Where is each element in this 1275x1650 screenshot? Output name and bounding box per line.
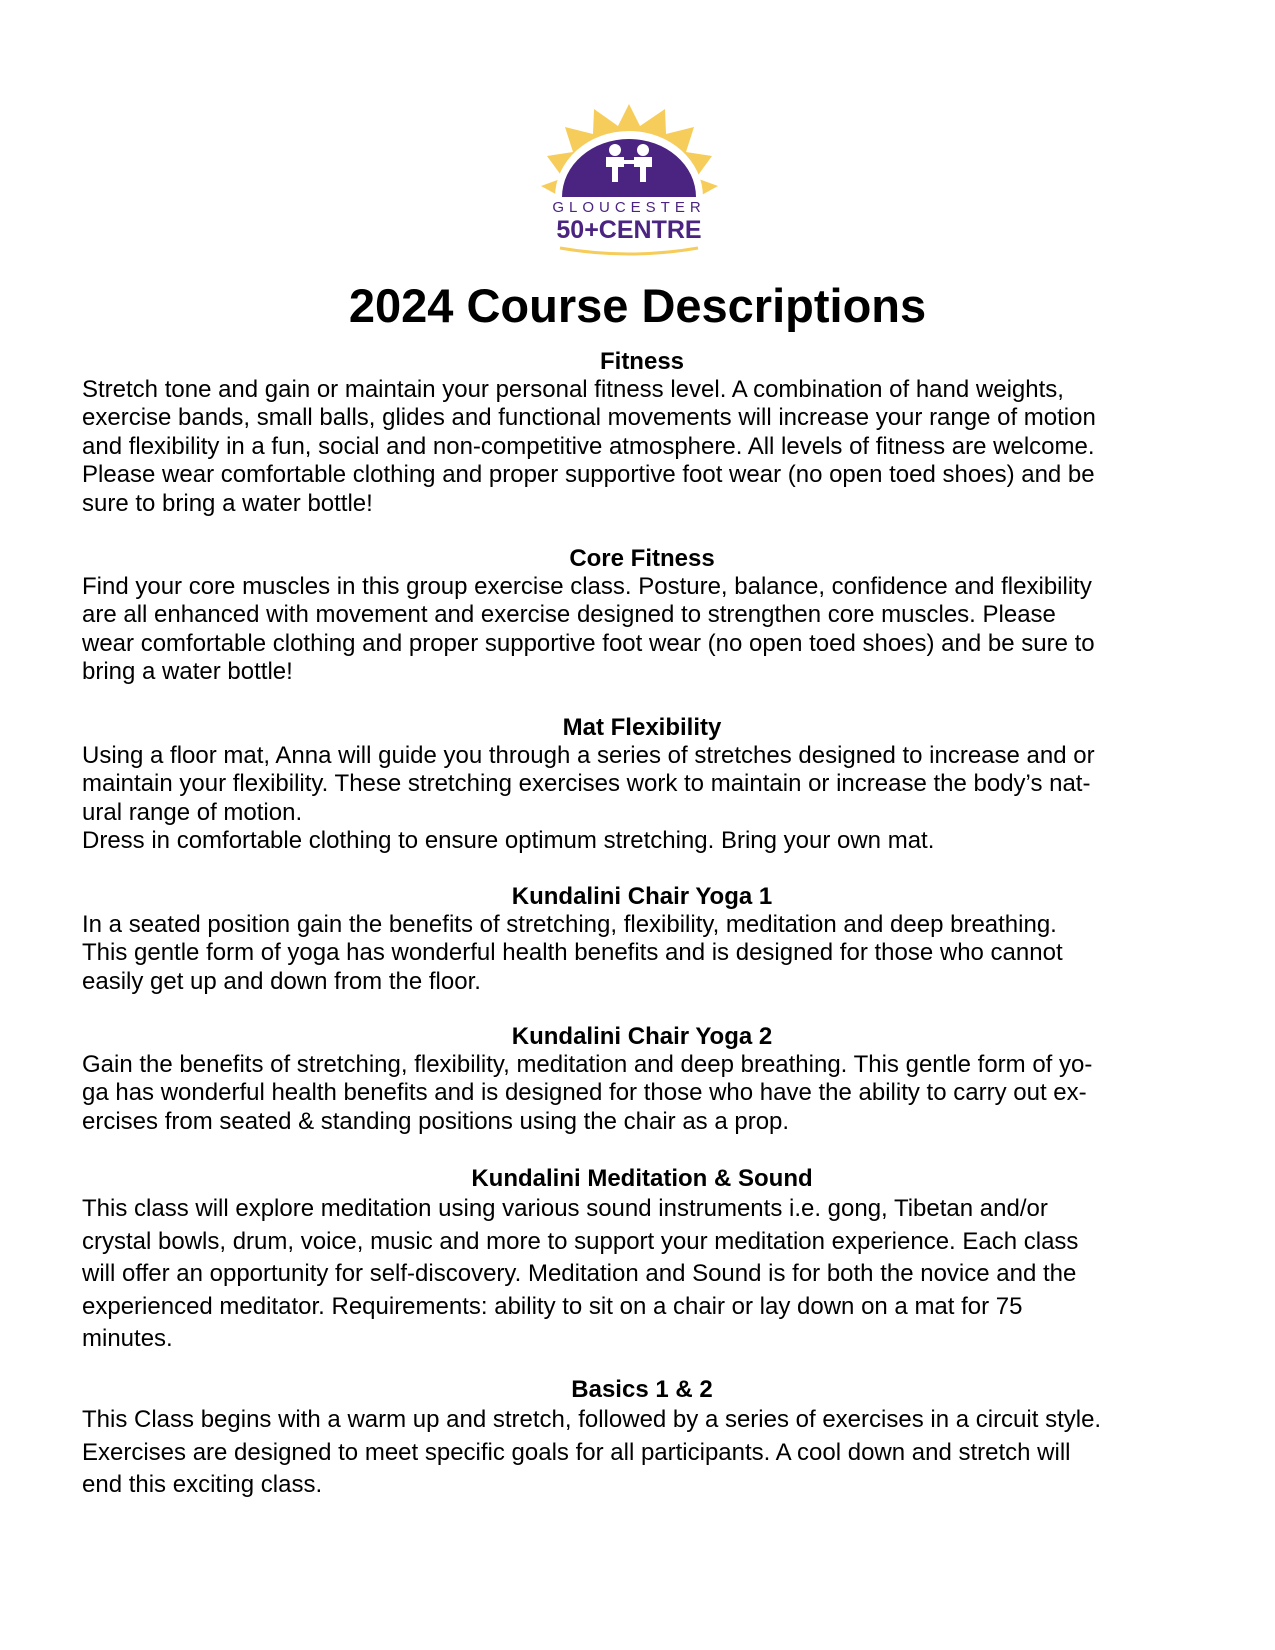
section-heading: Kundalini Meditation & Sound	[471, 1165, 813, 1192]
section-kundalini-chair-yoga-2	[82, 1023, 1202, 1136]
section-line: ercises from seated & standing positions using the chair as a prop.	[82, 1107, 790, 1135]
section-line: end this exciting class.	[82, 1471, 323, 1498]
section-heading: Mat Flexibility	[562, 714, 722, 741]
section-kundalini-meditation-sound	[82, 1165, 1202, 1356]
section-heading: Basics 1 & 2	[571, 1376, 713, 1403]
section-line: This Class begins with a warm up and stretch, followed by a series of exercises in a circuit style.	[82, 1406, 1102, 1433]
section-line: Exercises are designed to meet specific goals for all participants. A cool down and stretch will	[82, 1438, 1071, 1466]
section-line: sure to bring a water bottle!	[82, 489, 373, 517]
section-fitness	[82, 348, 1202, 518]
section-line: This class will explore meditation using various sound instruments i.e. gong, Tibetan and/or	[82, 1195, 1048, 1222]
section-line: are all enhanced with movement and exercise designed to strengthen core muscles. Please	[82, 601, 1056, 629]
section-line: Please wear comfortable clothing and proper supportive foot wear (no open toed shoes) and be	[82, 461, 1095, 489]
section-line: easily get up and down from the floor.	[82, 967, 481, 995]
section-line: Using a floor mat, Anna will guide you through a series of stretches designed to increase and or	[82, 742, 1095, 769]
section-line: maintain your flexibility. These stretching exercises work to maintain or increase the body’s nat-	[82, 770, 1091, 798]
section-line: Dress in comfortable clothing to ensure optimum stretching. Bring your own mat.	[82, 827, 935, 855]
section-mat-flexibility	[82, 714, 1202, 856]
section-line: Find your core muscles in this group exercise class. Posture, balance, confidence and flexibility	[82, 573, 1092, 600]
logo-wordmark-line1: GLOUCESTER	[552, 199, 706, 216]
section-line: bring a water bottle!	[82, 658, 293, 686]
section-line: and flexibility in a fun, social and non-competitive atmosphere. All levels of fitness are welcome.	[82, 432, 1095, 460]
section-line: ural range of motion.	[82, 798, 303, 826]
page-title: 2024 Course Descriptions	[348, 279, 927, 332]
section-basics	[82, 1376, 1202, 1502]
section-line: Gain the benefits of stretching, flexibility, meditation and deep breathing. This gentle form of yo-	[82, 1051, 1093, 1078]
section-core-fitness	[82, 545, 1202, 687]
logo-wordmark-line2: 50+CENTRE	[556, 216, 702, 244]
section-line: experienced meditator. Requirements: ability to sit on a chair or lay down on a mat for 75	[82, 1292, 1023, 1320]
section-kundalini-chair-yoga-1	[82, 883, 1202, 996]
section-line: Stretch tone and gain or maintain your personal fitness level. A combination of hand weights,	[82, 376, 1064, 403]
sun-logo-icon	[512, 82, 747, 270]
section-heading: Core Fitness	[569, 545, 715, 572]
section-line: crystal bowls, drum, voice, music and more to support your meditation experience. Each class	[82, 1227, 1079, 1255]
section-line: This gentle form of yoga has wonderful health benefits and is designed for those who cannot	[82, 939, 1063, 967]
section-line: In a seated position gain the benefits of stretching, flexibility, meditation and deep breathing.	[82, 911, 1057, 938]
section-line: wear comfortable clothing and proper supportive foot wear (no open toed shoes) and be sure to	[82, 629, 1095, 657]
section-line: minutes.	[82, 1325, 173, 1352]
section-heading: Kundalini Chair Yoga 1	[511, 883, 773, 910]
gloucester-50-centre-logo	[512, 82, 747, 270]
section-heading: Fitness	[599, 348, 685, 375]
section-line: exercise bands, small balls, glides and functional movements will increase your range of motion	[82, 404, 1096, 432]
section-heading: Kundalini Chair Yoga 2	[511, 1023, 773, 1050]
section-line: will offer an opportunity for self-discovery. Meditation and Sound is for both the novice and the	[82, 1260, 1077, 1287]
section-line: ga has wonderful health benefits and is designed for those who have the ability to carry out ex-	[82, 1079, 1087, 1107]
